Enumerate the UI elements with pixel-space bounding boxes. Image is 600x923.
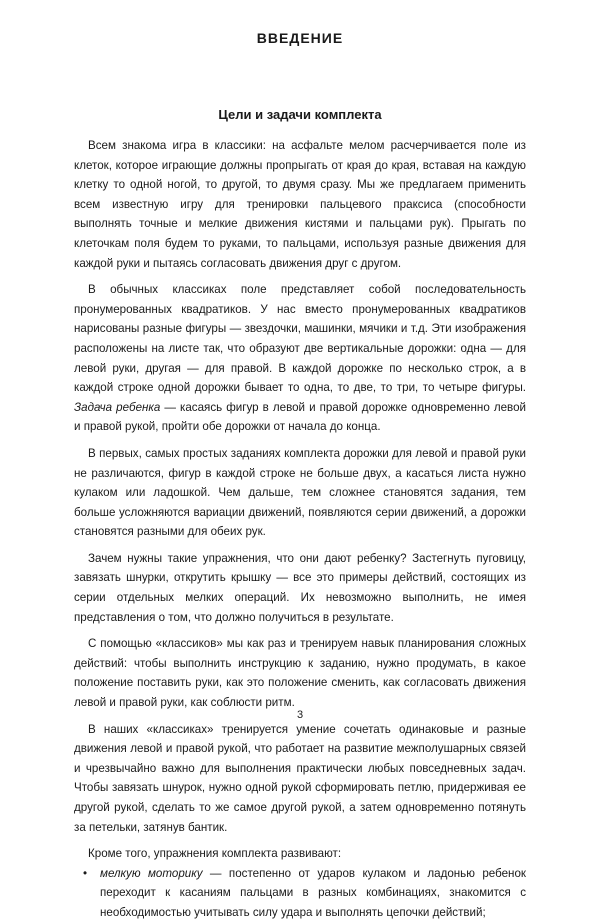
paragraph-2-end: — касаясь фигур в левой и правой дорожке одновременно левой и правой рукой, пройти обе дорожки от начала до конца.	[74, 400, 527, 434]
list-item	[74, 864, 526, 923]
body-text	[74, 136, 526, 923]
bullet-marker: •	[83, 866, 88, 880]
bullet-text: — постепенно от ударов кулаком и ладонью ребенок переходит к касаниям пальцами в разных комбинациях, знакомится с необходимостью учитывать силу удара и выполнять цепочки действий;	[100, 866, 526, 919]
paragraph-4: Зачем нужны такие упражнения, что они дают ребенку? Застегнуть пуговицу, завязать шнурки, открутить крышку — все это примеры действий, состоящих из серии отдельных мелких операций. Их невозможно выполнить, не имея представления о том, что должно получиться в результате.	[74, 551, 526, 624]
paragraph-2-emphasis: Задача ребенка	[74, 400, 161, 414]
paragraph-2-start: В обычных классиках поле представляет собой последовательность пронумерованных квадратиков. У нас вместо пронумерованных квадратиков нарисованы разные фигуры — звездочки, машинки, мячики и т.д. Эти изображения расположены на листе так, что образуют две вертикальные дорожки: одна — для левой руки, другая — для правой. В каждой дорожке по несколько строк, а в каждой строке одной дорожки бывает то одна, то две, то три, то четыре фигуры.	[74, 283, 526, 395]
skills-list	[74, 864, 526, 923]
paragraph-3: В первых, самых простых заданиях комплекта дорожки для левой и правой руки не различаются, фигур в каждой строке не больше двух, а касаться листа нужно кулаком или ладошкой. Чем дальше, тем сложнее становятся задания, тем больше усложняются вариации движений, появляются серии движений, а дорожки становятся разными для обеих рук.	[74, 446, 526, 539]
page-number: 3	[296, 709, 304, 721]
bullet-term: мелкую моторику	[100, 866, 203, 880]
paragraph-1: Всем знакома игра в классики: на асфальте мелом расчерчивается поле из клеток, которое играющие должны пропрыгать от края до края, вставая на каждую клетку то одной ногой, то другой, то двумя сразу. Мы же предлагаем применить всем известную игру для тренировки пальцевого праксиса (способности выполнять точные и мелкие движения кистями и пальцами рук). Прыгать по клеточкам поля будем то руками, то пальцами, используя разные движения для каждой руки и пытаясь согласовать движения друг с другом.	[74, 139, 526, 270]
paragraph-7: Кроме того, упражнения комплекта развивают:	[88, 847, 342, 861]
chapter-title: ВВЕДЕНИЕ	[256, 30, 344, 46]
paragraph-2	[74, 280, 526, 437]
section-title: Цели и задачи комплекта	[218, 107, 382, 122]
paragraph-5: С помощью «классиков» мы как раз и тренируем навык планирования сложных действий: чтобы выполнить инструкцию к заданию, нужно продумать, в какое положение поставить руки, как это положение сменить, как согласовать движения левой и правой руки, как соблюсти ритм.	[74, 637, 526, 710]
paragraph-6: В наших «классиках» тренируется умение сочетать одинаковые и разные движения левой и правой рукой, что работает на развитие межполушарных связей и чрезвычайно важно для выполнения практически любых повседневных задач. Чтобы завязать шнурок, нужно одной рукой сформировать петлю, придерживая ее другой рукой, сделать то же самое другой рукой, а затем одновременно потянуть за петельки, затянув бантик.	[74, 722, 526, 834]
